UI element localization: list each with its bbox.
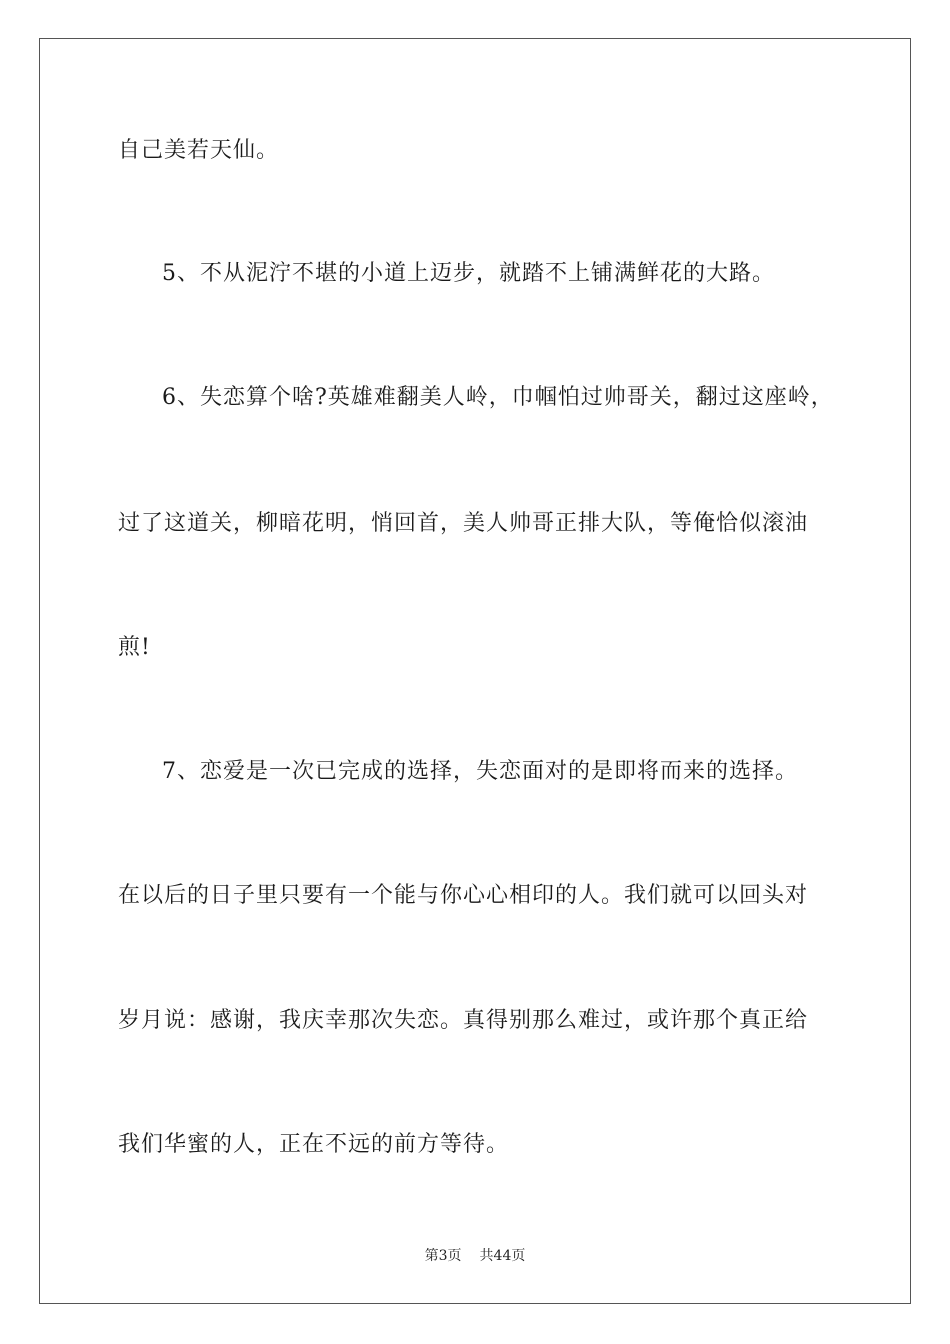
- page-footer: [0, 1247, 950, 1265]
- text-line-7: 在以后的日子里只要有一个能与你心心相印的人。我们就可以回头对: [118, 883, 809, 908]
- page-total: 共44页: [479, 1248, 526, 1264]
- text-line-1: 自己美若天仙。: [118, 138, 280, 163]
- text-line-6: 7、恋爱是一次已完成的选择，失恋面对的是即将而来的选择。: [162, 759, 798, 784]
- text-line-5: 煎!: [118, 635, 151, 660]
- text-line-8: 岁月说：感谢，我庆幸那次失恋。真得别那么难过，或许那个真正给: [118, 1008, 809, 1033]
- text-line-4: 过了这道关，柳暗花明，悄回首，美人帅哥正排大队，等俺恰似滚油: [118, 511, 809, 536]
- page-number: 第3页: [424, 1248, 462, 1264]
- text-line-3: 6、失恋算个啥?英雄难翻美人岭，巾帼怕过帅哥关，翻过这座岭，: [162, 385, 834, 410]
- text-line-2: 5、不从泥泞不堪的小道上迈步，就踏不上铺满鲜花的大路。: [162, 261, 775, 286]
- page-border: [39, 38, 911, 1304]
- text-line-9: 我们华蜜的人，正在不远的前方等待。: [118, 1132, 510, 1157]
